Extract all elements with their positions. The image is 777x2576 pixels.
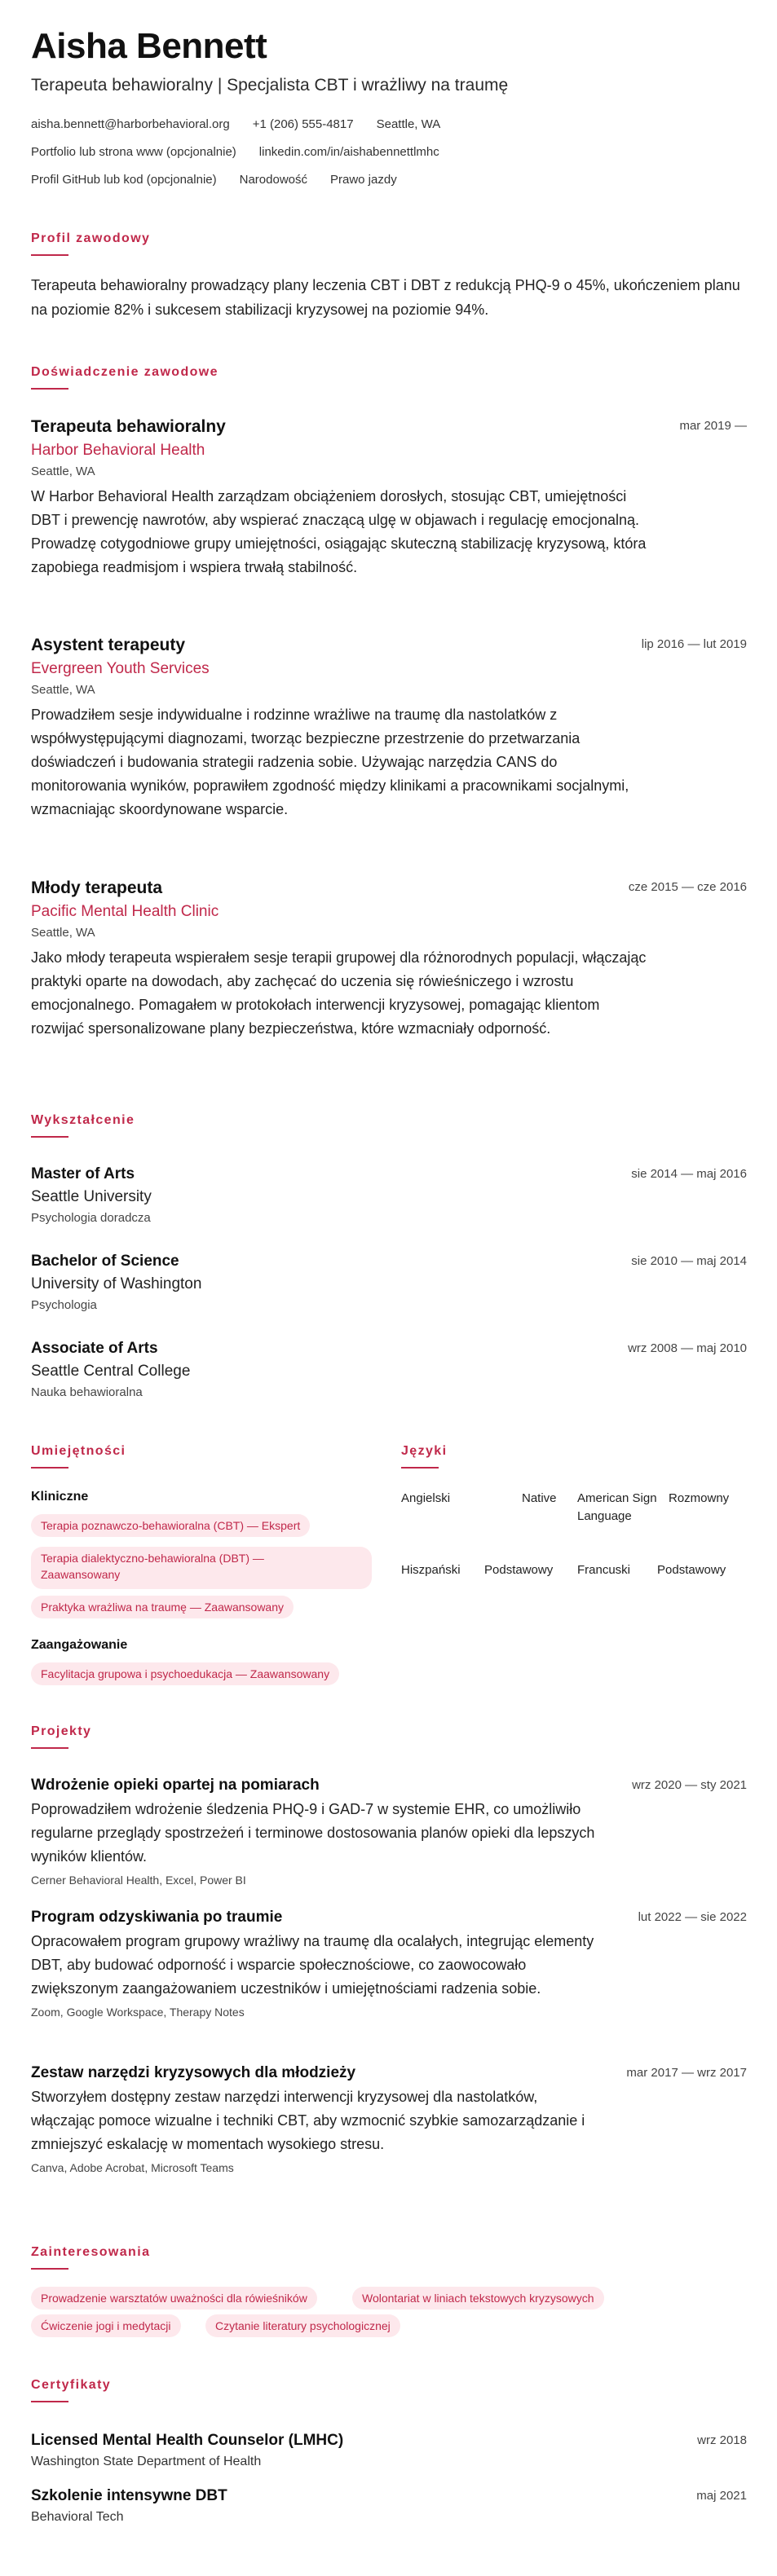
education-section-title: Wykształcenie [31,1113,135,1127]
interest-pill: Prowadzenie warsztatów uważności dla rówieśników [31,2287,317,2310]
profile-section-title: Profil zawodowy [31,231,151,245]
portfolio-link[interactable]: Portfolio lub strona www (opcjonalnie) [31,145,236,159]
project-date: lut 2022 — sie 2022 [638,1910,747,1924]
certificate-title: Licensed Mental Health Counselor (LMHC) [31,2432,344,2449]
skill-pill: Terapia poznawczo-behawioralna (CBT) — Ekspert [31,1514,310,1537]
project-date: mar 2017 — wrz 2017 [626,2066,747,2080]
job-location: Seattle, WA [31,683,95,697]
school-name: University of Washington [31,1275,202,1292]
languages-section-rule [401,1467,439,1469]
linkedin-link[interactable]: linkedin.com/in/aishabennettlmhc [258,145,439,159]
job-company: Evergreen Youth Services [31,660,210,677]
project-date: wrz 2020 — sty 2021 [632,1778,747,1792]
nationality-text: Narodowość [239,173,307,187]
field-of-study: Nauka behawioralna [31,1385,143,1399]
project-entry [31,1777,747,1887]
candidate-name: Aisha Bennett [31,26,267,66]
projects-section-title: Projekty [31,1724,92,1738]
certificate-issuer: Washington State Department of Health [31,2455,262,2468]
language-level: Podstawowy [484,1563,554,1577]
project-description: Opracowałem program grupowy wrażliwy na traumę dla ocalałych, integrując elementy DBT, aby budować odporność i wsparcie społecznościowe, co zaowocowało zwiększonym zaangażowaniem uczestników i umiejętnościami radzenia sobie. [31,1933,594,1997]
job-description: W Harbor Behavioral Health zarządzam obciążeniem dorosłych, stosując CBT, umiejętności DBT i prewencję nawrotów, aby wspierać znaczącą ulgę w objawach i regulację emocjonalną. Prowadzę cotygodniowe grupy umiejętności, osiągając skuteczną stabilizację kryzysową, która zapobiega readmisjom i wspiera trwałą stabilność. [31,488,647,575]
degree-title: Associate of Arts [31,1340,158,1357]
skill-pill [31,1547,372,1589]
certificates-section-title: Certyfikaty [31,2378,112,2392]
language-name: Angielski [401,1491,451,1505]
school-name: Seattle University [31,1188,152,1205]
skills-section-rule [31,1467,68,1469]
certificate-entry [31,2432,747,2469]
field-of-study: Psychologia doradcza [31,1211,151,1225]
skill-pill: Praktyka wrażliwa na traumę — Zaawansowany [31,1596,294,1618]
language-name: American Sign Language [577,1491,657,1523]
education-date: wrz 2008 — maj 2010 [628,1341,747,1355]
contact-row-3 [31,173,397,187]
driving-license-text: Prawo jazdy [330,173,397,187]
location-text: Seattle, WA [376,117,441,131]
contact-row-1 [31,117,440,131]
interests-section-rule [31,2268,68,2270]
email-link[interactable]: aisha.bennett@harborbehavioral.org [31,117,230,131]
job-description: Jako młody terapeuta wspierałem sesje terapii grupowej dla różnorodnych populacji, włączając praktyki oparte na dowodach, aby zachęcać do uczenia się rówieśniczego i wzrostu emocjonalnego. Pomagałem w protokołach interwencji kryzysowej, pomagając klientom rozwijać spersonalizowane plany bezpieczeństwa, które wzmacniały odporność. [31,949,647,1037]
project-description: Poprowadziłem wdrożenie śledzenia PHQ-9 i GAD-7 w systemie EHR, co umożliwiło regularne przeglądy spostrzeżeń i terminowe dostosowania planów opieki dla lepszych wyników klientów. [31,1801,595,1865]
contact-row-2 [31,145,439,159]
language-name: Francuski [577,1563,631,1577]
job-title: Asystent terapeuty [31,636,186,654]
certificate-title: Szkolenie intensywne DBT [31,2487,227,2504]
certificate-entry [31,2487,747,2525]
project-title: Wdrożenie opieki opartej na pomiarach [31,1777,320,1794]
profile-summary: Terapeuta behawioralny prowadzący plany leczenia CBT i DBT z redukcją PHQ-9 o 45%, ukończeniem planu na poziomie 82% i sukcesem stabilizacji kryzysowej na poziomie 94%. [31,277,740,318]
github-link[interactable]: Profil GitHub lub kod (opcjonalnie) [31,173,217,187]
job-date: lip 2016 — lut 2019 [641,637,747,651]
project-description: Stworzyłem dostępny zestaw narzędzi interwencji kryzysowej dla nastolatków, włączając pomoce wizualne i techniki CBT, aby wzmocnić szybkie samozarządzanie i zmniejszyć eskalację w momentach wysokiego stresu. [31,2089,585,2152]
job-date: cze 2015 — cze 2016 [628,880,747,894]
skill-pill-line: Zaawansowany [41,1568,121,1581]
job-location: Seattle, WA [31,926,95,940]
experience-entry [31,636,747,821]
interest-pill: Ćwiczenie jogi i medytacji [31,2314,181,2337]
languages-section-title: Języki [401,1444,448,1458]
skill-pill-line: Terapia dialektyczno-behawioralna (DBT) — [41,1552,264,1565]
degree-title: Master of Arts [31,1165,135,1182]
certificate-date: maj 2021 [696,2489,747,2503]
certificate-date: wrz 2018 [697,2433,747,2447]
project-entry [31,2064,747,2174]
skills-clinical-heading: Kliniczne [31,1490,89,1504]
job-company: Pacific Mental Health Clinic [31,903,219,920]
job-description: Prowadziłem sesje indywidualne i rodzinne wrażliwe na traumę dla nastolatków z współwystępującymi diagnozami, tworząc bezpieczne przestrzenie do przetwarzania doświadczeń i budowania strategii radzenia sobie. Używając narzędzia CANS do monitorowania wyników, poprawiłem zgodność między klinikami a pracownikami socjalnymi, wzmacniając skoordynowane wsparcie. [31,707,629,817]
field-of-study: Psychologia [31,1298,97,1312]
project-title: Zestaw narzędzi kryzysowych dla młodzieży [31,2064,356,2081]
skills-engagement-heading: Zaangażowanie [31,1638,128,1652]
skills-section-title: Umiejętności [31,1444,126,1458]
language-level: Rozmowny [669,1491,730,1505]
education-entry [31,1165,747,1225]
job-title: Młody terapeuta [31,878,163,897]
experience-entry [31,417,747,579]
skill-pill: Facylitacja grupowa i psychoedukacja — Zaawansowany [31,1662,339,1685]
experience-section-title: Doświadczenie zawodowe [31,365,219,379]
interests-section-title: Zainteresowania [31,2245,151,2259]
project-tools: Cerner Behavioral Health, Excel, Power BI [31,1874,246,1887]
project-title: Program odzyskiwania po traumie [31,1909,283,1926]
profile-section-rule [31,254,68,256]
job-company: Harbor Behavioral Health [31,442,205,459]
education-entry [31,1340,747,1399]
experience-entry [31,878,747,1041]
education-entry [31,1253,747,1312]
interest-pill: Czytanie literatury psychologicznej [205,2314,400,2337]
language-level: Native [522,1491,557,1505]
project-tools: Zoom, Google Workspace, Therapy Notes [31,2006,245,2019]
certificates-section-rule [31,2401,68,2402]
degree-title: Bachelor of Science [31,1253,179,1270]
education-section-rule [31,1136,68,1138]
education-date: sie 2010 — maj 2014 [631,1254,747,1268]
education-date: sie 2014 — maj 2016 [631,1167,747,1181]
project-entry [31,1909,747,2019]
language-name: Hiszpański [401,1563,461,1577]
certificate-issuer: Behavioral Tech [31,2510,124,2524]
experience-section-rule [31,388,68,390]
candidate-tagline: Terapeuta behawioralny | Specjalista CBT i wrażliwy na traumę [31,76,509,95]
project-tools: Canva, Adobe Acrobat, Microsoft Teams [31,2161,234,2174]
school-name: Seattle Central College [31,1363,191,1380]
phone-link[interactable]: +1 (206) 555-4817 [252,117,354,131]
job-location: Seattle, WA [31,465,95,478]
interest-pill: Wolontariat w liniach tekstowych kryzysowych [352,2287,604,2310]
projects-section-rule [31,1747,68,1749]
job-title: Terapeuta behawioralny [31,417,226,436]
job-date: mar 2019 — [679,419,747,433]
language-level: Podstawowy [657,1563,726,1577]
